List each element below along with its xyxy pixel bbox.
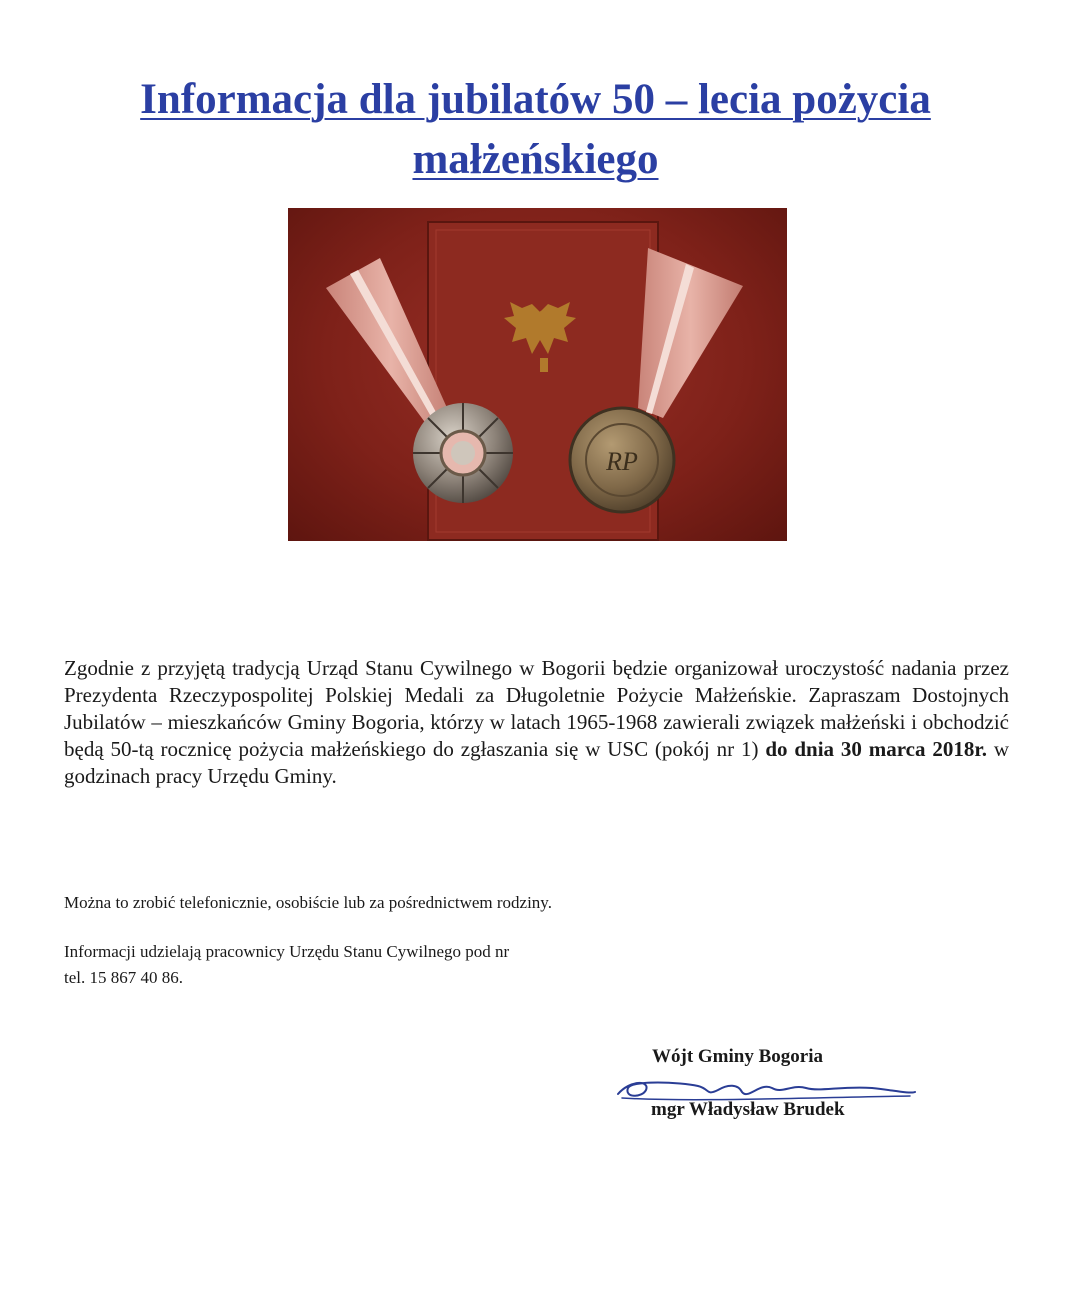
deadline-text: do dnia 30 marca 2018r. bbox=[765, 737, 987, 761]
body-text-end: w godzinach pracy Urzędu Gminy. bbox=[64, 737, 1010, 788]
right-medal bbox=[570, 408, 674, 512]
signature-title: Wójt Gminy Bogoria bbox=[652, 1046, 823, 1067]
medal-monogram: RP bbox=[606, 447, 638, 476]
info-note-line1: Informacji udzielają pracownicy Urzędu Stanu Cywilnego pod nr bbox=[64, 942, 510, 961]
info-note-phone: tel. 15 867 40 86. bbox=[64, 968, 183, 987]
body-text: Zgodnie z przyjętą tradycją Urząd Stanu Cywilnego w Bogorii będzie organizował uroczystość nadania przez Prezydenta Rzeczypospolitej Polskiej Medali za Długoletnie Pożycie Małżeńskie. Zapraszam Dostojnych Jubilatów – mieszkańców Gminy Bogoria, którzy w latach 1965-1968 zawierali związek małżeński i obchodzić będą 50-tą rocznicę pożycia małżeńskiego do zgłaszania się w USC (pokój nr 1) bbox=[64, 656, 1009, 761]
info-note bbox=[64, 939, 664, 991]
contact-methods-note: Można to zrobić telefonicznie, osobiście lub za pośrednictwem rodziny. bbox=[64, 893, 552, 912]
signature-name: mgr Władysław Brudek bbox=[651, 1099, 845, 1120]
left-medal bbox=[413, 403, 513, 503]
body-paragraph bbox=[64, 655, 1009, 790]
page-title: Informacja dla jubilatów 50 – lecia pożycia małżeńskiego bbox=[140, 76, 931, 183]
medal-photo bbox=[288, 208, 787, 541]
medal-illustration bbox=[288, 208, 787, 541]
